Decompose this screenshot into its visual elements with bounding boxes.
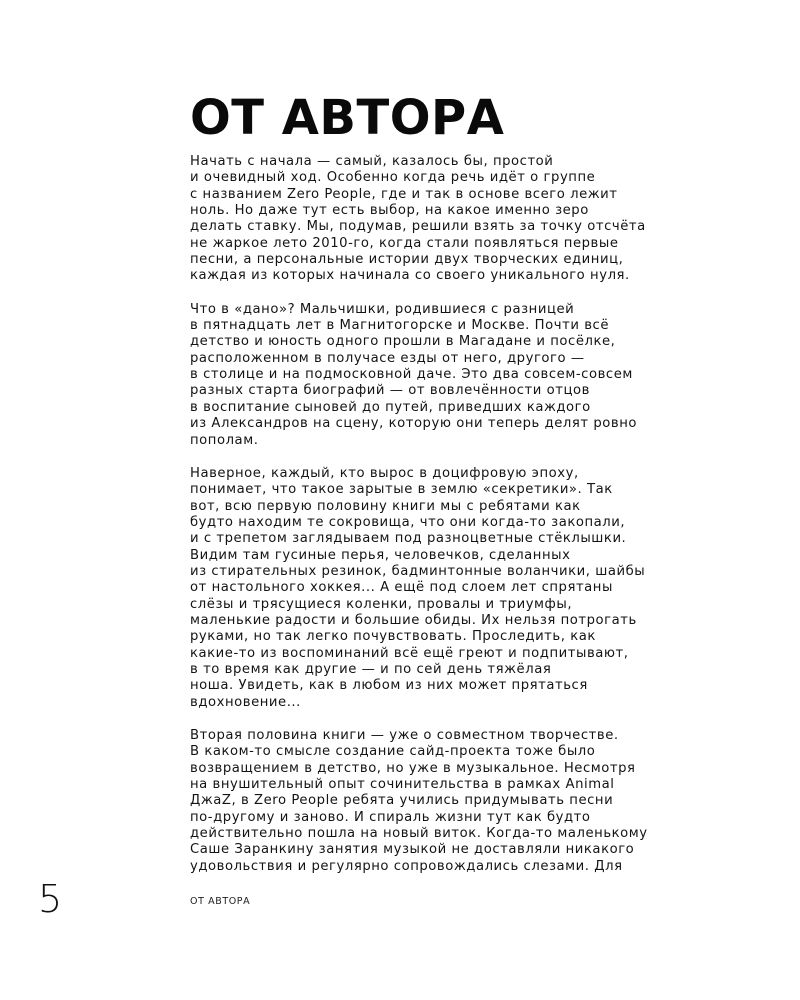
text-line: каждая из которых начинала со своего уникального нуля. [190,268,630,284]
text-line: в то время как другие — и по сей день тяжёлая [190,661,552,677]
body-text [190,154,750,892]
text-line: какие-то из воспоминаний всё ещё греют и подпитывают, [190,645,629,661]
text-line: руками, но так легко почувствовать. Проследить, как [190,629,596,645]
text-line: вот, всю первую половину книги мы с ребятами как [190,498,581,514]
text-line: возвращением в детство, но уже в музыкальное. Несмотря [190,760,636,776]
text-line: действительно пошла на новый виток. Когда-то маленькому [190,826,648,842]
text-line: на внушительный опыт сочинительства в рамках Animal [190,777,615,793]
text-line: Что в «дано»? Мальчишки, родившиеся с разницей [190,301,575,317]
text-line: из Александров на сцену, которую они теперь делят ровно [190,416,638,432]
text-line: удовольствия и регулярно сопровождались слезами. Для [190,858,623,874]
text-line: разных старта биографий — от вовлечённости отцов [190,383,590,399]
paragraph-4 [190,728,750,875]
page-number: 5 [38,877,63,921]
text-line: от настольного хоккея... А ещё под слоем лет спрятаны [190,580,613,596]
text-line: ноль. Но даже тут есть выбор, на какое именно зеро [190,203,589,219]
text-line: расположенном в получасе езды от него, другого — [190,350,585,366]
text-line: Наверное, каждый, кто вырос в доцифровую эпоху, [190,465,579,481]
text-line: В каком-то смысле создание сайд-проекта тоже было [190,744,596,760]
text-line: вдохновение... [190,694,301,710]
paragraph-2 [190,302,750,449]
text-line: ноша. Увидеть, как в любом из них может прятаться [190,678,588,694]
text-line: в столице и на подмосковной даче. Это два совсем-совсем [190,367,633,383]
paragraph-1 [190,154,750,285]
text-line: будто находим те сокровища, что они когда-то закопали, [190,514,626,530]
paragraph-3 [190,466,750,711]
text-line: не жаркое лето 2010-го, когда стали появляться первые [190,235,619,251]
text-line: слёзы и трясущиеся коленки, провалы и триумфы, [190,596,573,612]
text-line: делать ставку. Мы, подумав, решили взять за точку отсчёта [190,219,646,235]
text-line: и с трепетом заглядываем под разноцветные стёклышки. [190,531,627,547]
text-line: песни, а персональные истории двух творческих единиц, [190,252,624,268]
running-footer: ОТ АВТОРА [190,896,251,907]
text-line: Видим там гусиные перья, человечков, сделанных [190,547,571,563]
text-line: понимает, что такое зарытые в землю «секретики». Так [190,482,613,498]
text-line: пополам. [190,432,259,448]
text-line: с названием Zero People, где и так в основе всего лежит [190,186,618,202]
text-line: в пятнадцать лет в Магнитогорске и Москве. Почти всё [190,318,609,334]
text-line: детство и юность одного прошли в Магадане и посёлке, [190,334,616,350]
text-line: Саше Заранкину занятия музыкой не доставляли никакого [190,842,635,858]
text-line: в воспитание сыновей до путей, приведших каждого [190,399,591,415]
text-line: из стирательных резинок, бадминтонные воланчики, шайбы [190,563,646,579]
text-line: Вторая половина книги — уже о совместном творчестве. [190,728,619,743]
text-line: по-другому и заново. И спираль жизни тут как будто [190,809,591,825]
text-line: маленькие радости и большие обиды. Их нельзя потрогать [190,612,637,628]
page-title: ОТ АВТОРА [190,90,505,146]
text-line: ДжаZ, в Zero People ребята учились придумывать песни [190,793,614,809]
text-line: и очевидный ход. Особенно когда речь идёт о группе [190,170,596,186]
text-line: Начать с начала — самый, казалось бы, простой [190,154,554,169]
